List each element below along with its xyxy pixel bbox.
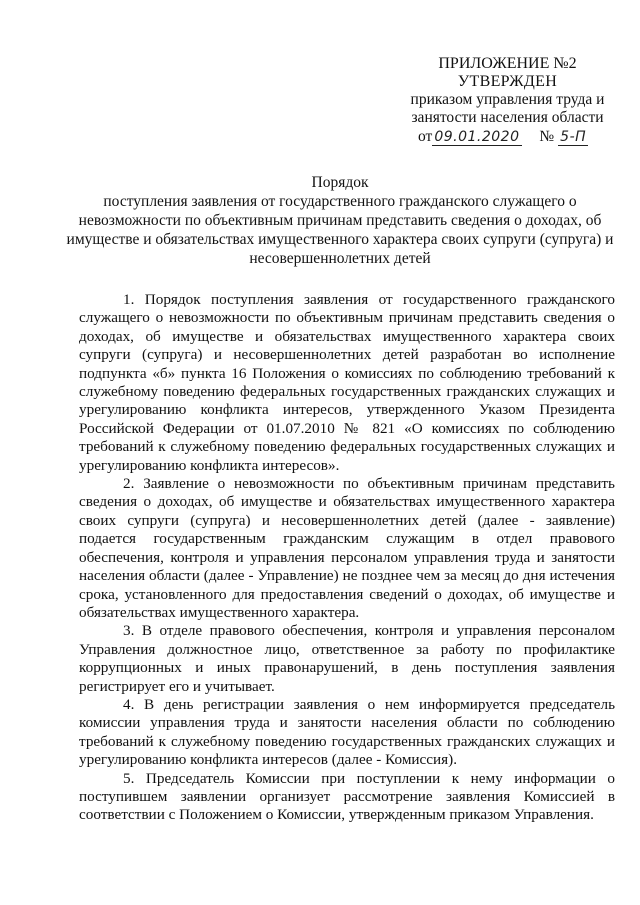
order-line-2: занятости населения области — [411, 109, 604, 126]
appendix-label: ПРИЛОЖЕНИЕ №2 — [438, 55, 577, 72]
approval-header — [400, 55, 615, 146]
approved-label: УТВЕРЖДЕН — [457, 73, 558, 90]
order-date-line — [400, 128, 615, 146]
title-text: поступления заявления от государственного гражданского служащего о невозможности по объективным причинам представить сведения о доходах, об имуществе и обязательствах имущественного характера своих супруги (супруга) и несовершеннолетних детей — [66, 193, 614, 267]
order-line-1: приказом управления труда и — [410, 91, 605, 108]
title-word: Порядок — [311, 174, 369, 191]
document-body — [79, 291, 615, 825]
number-prefix: № — [539, 128, 555, 145]
paragraph-4: 4. В день регистрации заявления о нем информируется председатель комиссии управления труда и занятости населения области по соблюдению требований к служебному поведению государственных гражданских служащих и урегулированию конфликта интересов (далее - Комиссия). — [79, 695, 615, 769]
document-title — [62, 173, 618, 268]
paragraph-3: 3. В отделе правового обеспечения, контроля и управления персоналом Управления должностное лицо, ответственное за работу по профилактике коррупционных и иных правонарушений, в день поступления заявления регистрирует его и учитывает. — [79, 622, 615, 695]
handwritten-date: 09.01.2020 — [434, 129, 520, 145]
paragraph-1: 1. Порядок поступления заявления от государственного гражданского служащего о невозможности по объективным причинам представить сведения о доходах, об имуществе и обязательствах имущественного характера своих супруги (супруга) и несовершеннолетних детей разработан во исполнение подпункта «б» пункта 16 Положения о комиссиях по соблюдению требований к служебному поведению федеральных государственных гражданских служащих и урегулированию конфликта интересов, утвержденного Указом Президента Российской Федерации от 01.07.2010 № 821 «О комиссиях по соблюдению требований к служебному поведению федеральных государственных служащих и урегулированию конфликта интересов». — [79, 291, 615, 474]
handwritten-number: 5-П — [560, 129, 587, 145]
date-prefix: от — [418, 128, 433, 145]
paragraph-2: 2. Заявление о невозможности по объективным причинам представить сведения о доходах, об имуществе и обязательствах имущественного характера своих супруги (супруга) и несовершеннолетних детей (далее - заявление) подается государственным гражданским служащим в отдел правового обеспечения, контроля и управления персоналом управления труда и занятости населения области (далее - Управление) не позднее чем за месяц до дня истечения срока, установленного для предоставления сведений о доходах, об имуществе и обязательствах имущественного характера. — [79, 475, 615, 621]
paragraph-5: 5. Председатель Комиссии при поступлении к нему информации о поступившем заявлении организует рассмотрение заявления Комиссией в соответствии с Положением о Комиссии, утвержденным приказом Управления. — [79, 769, 615, 824]
